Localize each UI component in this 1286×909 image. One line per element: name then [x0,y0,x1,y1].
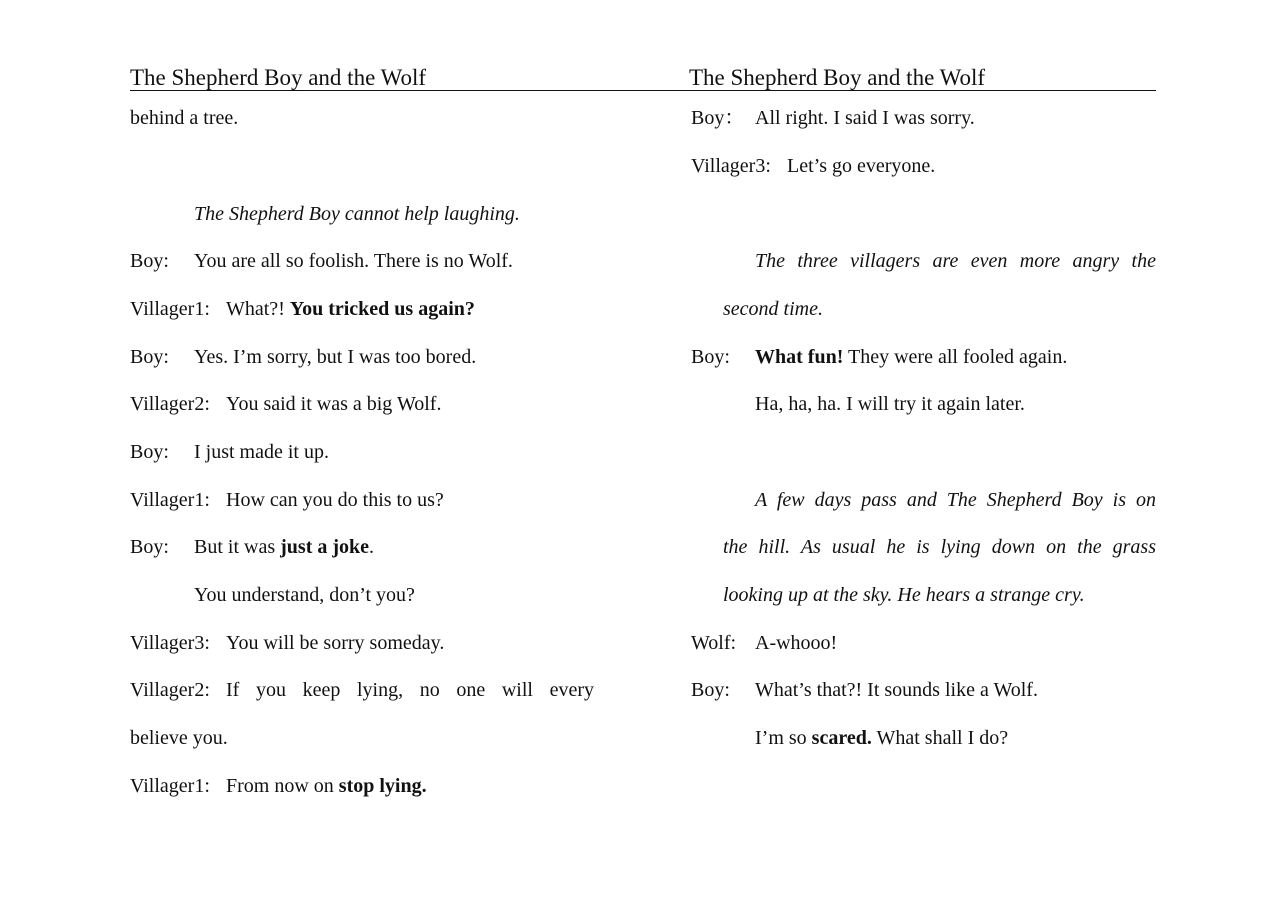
dialogue-line [130,488,444,512]
dialogue-text: . [369,536,375,558]
dialogue-text-bold: just a joke [280,536,370,558]
dialogue-line [130,249,513,273]
dialogue-text: You are all so foolish. There is no Wolf. [194,250,513,272]
dialogue-line [130,297,475,321]
dialogue-continuation: You understand, don’t you? [194,584,415,606]
stage-direction: looking up at the sky. He hears a strange cry. [723,584,1085,606]
speaker-label: Villager1: [130,489,210,511]
speaker-label: Villager2: [130,679,210,701]
dialogue-continuation: Ha, ha, ha. I will try it again later. [755,393,1025,415]
dialogue-continuation: believe you. [130,727,228,749]
dialogue-text: I just made it up. [194,441,329,463]
text-line: behind a tree. [130,107,239,129]
speaker-label: Boy: [691,346,730,368]
dialogue-text: Yes. I’m sorry, but I was too bored. [194,346,477,368]
dialogue-line [691,345,1067,369]
dialogue-text: You said it was a big Wolf. [226,393,442,415]
dialogue-line [130,774,427,798]
stage-direction: A few days pass and The Shepherd Boy is on [755,489,1156,511]
stage-direction: second time. [723,298,823,320]
speaker-label: Villager1: [130,298,210,320]
dialogue-text: You will be sorry someday. [226,632,445,654]
speaker-label: Boy: [130,441,169,463]
dialogue-text-bold: What fun! [755,346,844,368]
dialogue-line [130,678,594,702]
dialogue-line [130,392,441,416]
dialogue-text: I’m so [755,727,812,749]
right-page-title: The Shepherd Boy and the Wolf [689,65,986,90]
dialogue-text: A-whooo! [755,632,838,654]
dialogue-line [691,154,935,178]
dialogue-line [691,106,975,130]
dialogue-text: How can you do this to us? [226,489,444,511]
header-divider [130,90,1156,91]
speaker-label: Boy: [130,346,169,368]
dialogue-text: What?! [226,298,290,320]
speaker-label: Villager3: [130,632,210,654]
speaker-label: Boy: [691,679,730,701]
dialogue-text: What shall I do? [871,727,1009,749]
dialogue-text: All right. I said I was sorry. [755,107,975,129]
stage-direction: The Shepherd Boy cannot help laughing. [194,203,520,225]
dialogue-text-bold: stop lying. [338,775,427,797]
dialogue-line [691,678,1038,702]
stage-direction: The three villagers are even more angry the [755,250,1156,272]
left-page-title: The Shepherd Boy and the Wolf [130,65,427,90]
dialogue-text: What’s that?! It sounds like a Wolf. [755,679,1038,701]
speaker-label: Villager2: [130,393,210,415]
dialogue-line [130,440,329,464]
dialogue-line [691,631,837,655]
dialogue-text: If you keep lying, no one will every [226,679,594,701]
dialogue-line [130,535,374,559]
dialogue-text: They were all fooled again. [843,346,1068,368]
dialogue-text-bold: scared. [811,727,872,749]
dialogue-text: Let’s go everyone. [787,155,936,177]
speaker-label: Boy: [130,536,169,558]
dialogue-continuation [755,726,1008,750]
dialogue-text: From now on [226,775,339,797]
speaker-label: Boy： [691,107,745,129]
stage-direction: the hill. As usual he is lying down on the grass [723,536,1156,558]
speaker-label: Boy: [130,250,169,272]
speaker-label: Villager1: [130,775,210,797]
dialogue-text-bold: You tricked us again? [289,298,475,320]
dialogue-text: But it was [194,536,281,558]
dialogue-line [130,345,476,369]
speaker-label: Wolf: [691,632,737,654]
speaker-label: Villager3: [691,155,771,177]
dialogue-line [130,631,444,655]
